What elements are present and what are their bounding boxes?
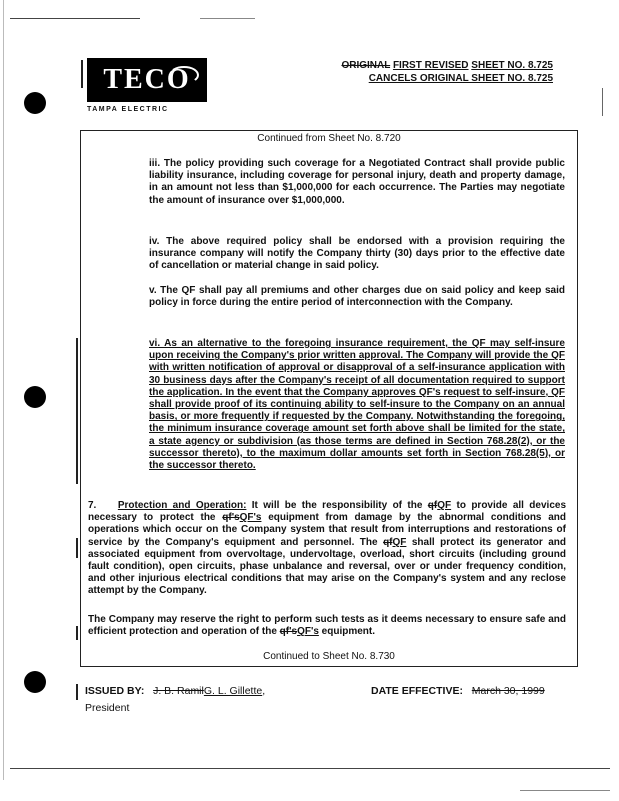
teco-logo [87,58,207,102]
inserted-qf-3: QF [392,536,407,548]
sheet-original-struck: ORIGINAL [341,60,391,71]
revision-bar-logo [81,60,83,88]
issued-by-title: President [85,702,130,714]
struck-qf-1: qf [427,500,438,511]
scan-top-line [10,18,140,19]
logo-wordmark: TECO [103,64,191,95]
revision-bar-footer [76,684,78,700]
struck-qfs-2: qf's [222,512,240,524]
section-7-text-3: equipment from damage by the abnormal conditions and operations which occur on the Company system that result from interruptions and restorations of service by the Company's equipment and personnel. The [88,512,567,548]
scan-top-dash [200,18,255,19]
punch-hole-middle [24,386,46,408]
continued-from: Continued from Sheet No. 8.720 [257,133,401,144]
closing-paragraph [88,614,566,638]
continued-to: Continued to Sheet No. 8.730 [263,651,395,662]
issued-by-line: ISSUED BY: J. B. RamilG. L. Gillette, [85,685,266,697]
section-7-text-1: It will be the responsibility of the [246,500,428,511]
punch-hole-bottom [24,671,46,693]
inserted-qfs-closing: QF's [297,626,319,638]
section-7-text-2: to provide all devices necessary to protect the [88,500,567,524]
punch-hole-top [24,92,46,114]
struck-qfs-closing: qf's [279,626,298,638]
paragraph-iv: iv. The above required policy shall be endorsed with a provision requiring the insurance company will notify the Company thirty (30) days prior to the effective date of cancellation or material change in said policy. [149,236,565,272]
paragraph-iii: iii. The policy providing such coverage for a Negotiated Contract shall provide public liability insurance, including coverage for personal injury, death and property damage, in an amount not less than $1,000,000 for each occurrence. The Parties may negotiate the amount of insurance over $1,000,000. [149,158,565,206]
sheet-first-revised: FIRST REVISED [392,60,469,71]
closing-text-2: equipment. [318,626,376,638]
section-7-text-4: shall protect its generator and associated equipment from overvoltage, undervoltage, overload, short circuits (including ground fault condition), open circuits, phase unbalance and reversal, over or under frequency condition, and other injurious electrical conditions that may arise on the Company's system and any reclose attempt by the Company. [88,536,566,597]
revision-bar-vi [76,338,78,484]
scan-right-mark [602,88,603,116]
date-effective-old: March 30, 1999 [471,685,545,697]
scan-left-edge [3,0,4,780]
inserted-qf-1: QF [437,500,452,511]
sheet-cancels-line: CANCELS ORIGINAL SHEET NO. 8.725 [368,73,553,84]
issued-by-label: ISSUED BY: [85,685,145,697]
issued-by-new-name: G. L. Gillette [203,685,263,697]
paragraph-vi: vi. As an alternative to the foregoing insurance requirement, the QF may self-insure upon receiving the Company's prior written approval. The Company will provide the QF with written notification of approval or disapproval of a self-insurance application with 30 business days after the Company's receipt of all documentation required to support the application. In the event that the Company approves QF's request to self-insure, QF shall provide proof of its continuing ability to self-insure to the Company on an annual basis, or more frequently if requested by the Company. Notwithstanding the foregoing, the minimum insurance coverage amount set forth above shall be limited for the state, a state agency or subdivision (as those terms are defined in Section 768.28(2), or the successor thereto), to the maximum dollar amounts set forth in Section 768.28(5), or the successor thereto. [149,338,565,472]
section-7-heading: Protection and Operation: [117,500,247,511]
issued-by-old-name: J. B. Ramil [153,685,204,697]
inserted-qfs-2: QF's [239,512,262,524]
paragraph-v: v. The QF shall pay all premiums and other charges due on said policy and keep said policy in force during the entire period of interconnection with the Company. [149,285,565,309]
sheet-number-line1 [341,60,553,71]
revision-bar-closing [76,626,78,640]
logo-swoosh-icon [169,66,199,84]
closing-text-1: The Company may reserve the right to perform such tests as it deems necessary to ensure safe and efficient protection and operation of the [88,614,566,638]
date-effective-line [371,685,545,697]
scan-bottom-line [10,768,610,769]
date-effective-label: DATE EFFECTIVE: [371,685,463,697]
scan-bottom-dash [520,790,610,791]
struck-qf-3: qf [383,536,393,548]
section-7-protection [88,500,566,598]
sheet-number: SHEET NO. 8.725 [471,60,553,71]
section-7-number: 7. [88,500,97,511]
logo-subtitle: TAMPA ELECTRIC [87,106,169,113]
revision-bar-section7 [76,538,78,558]
